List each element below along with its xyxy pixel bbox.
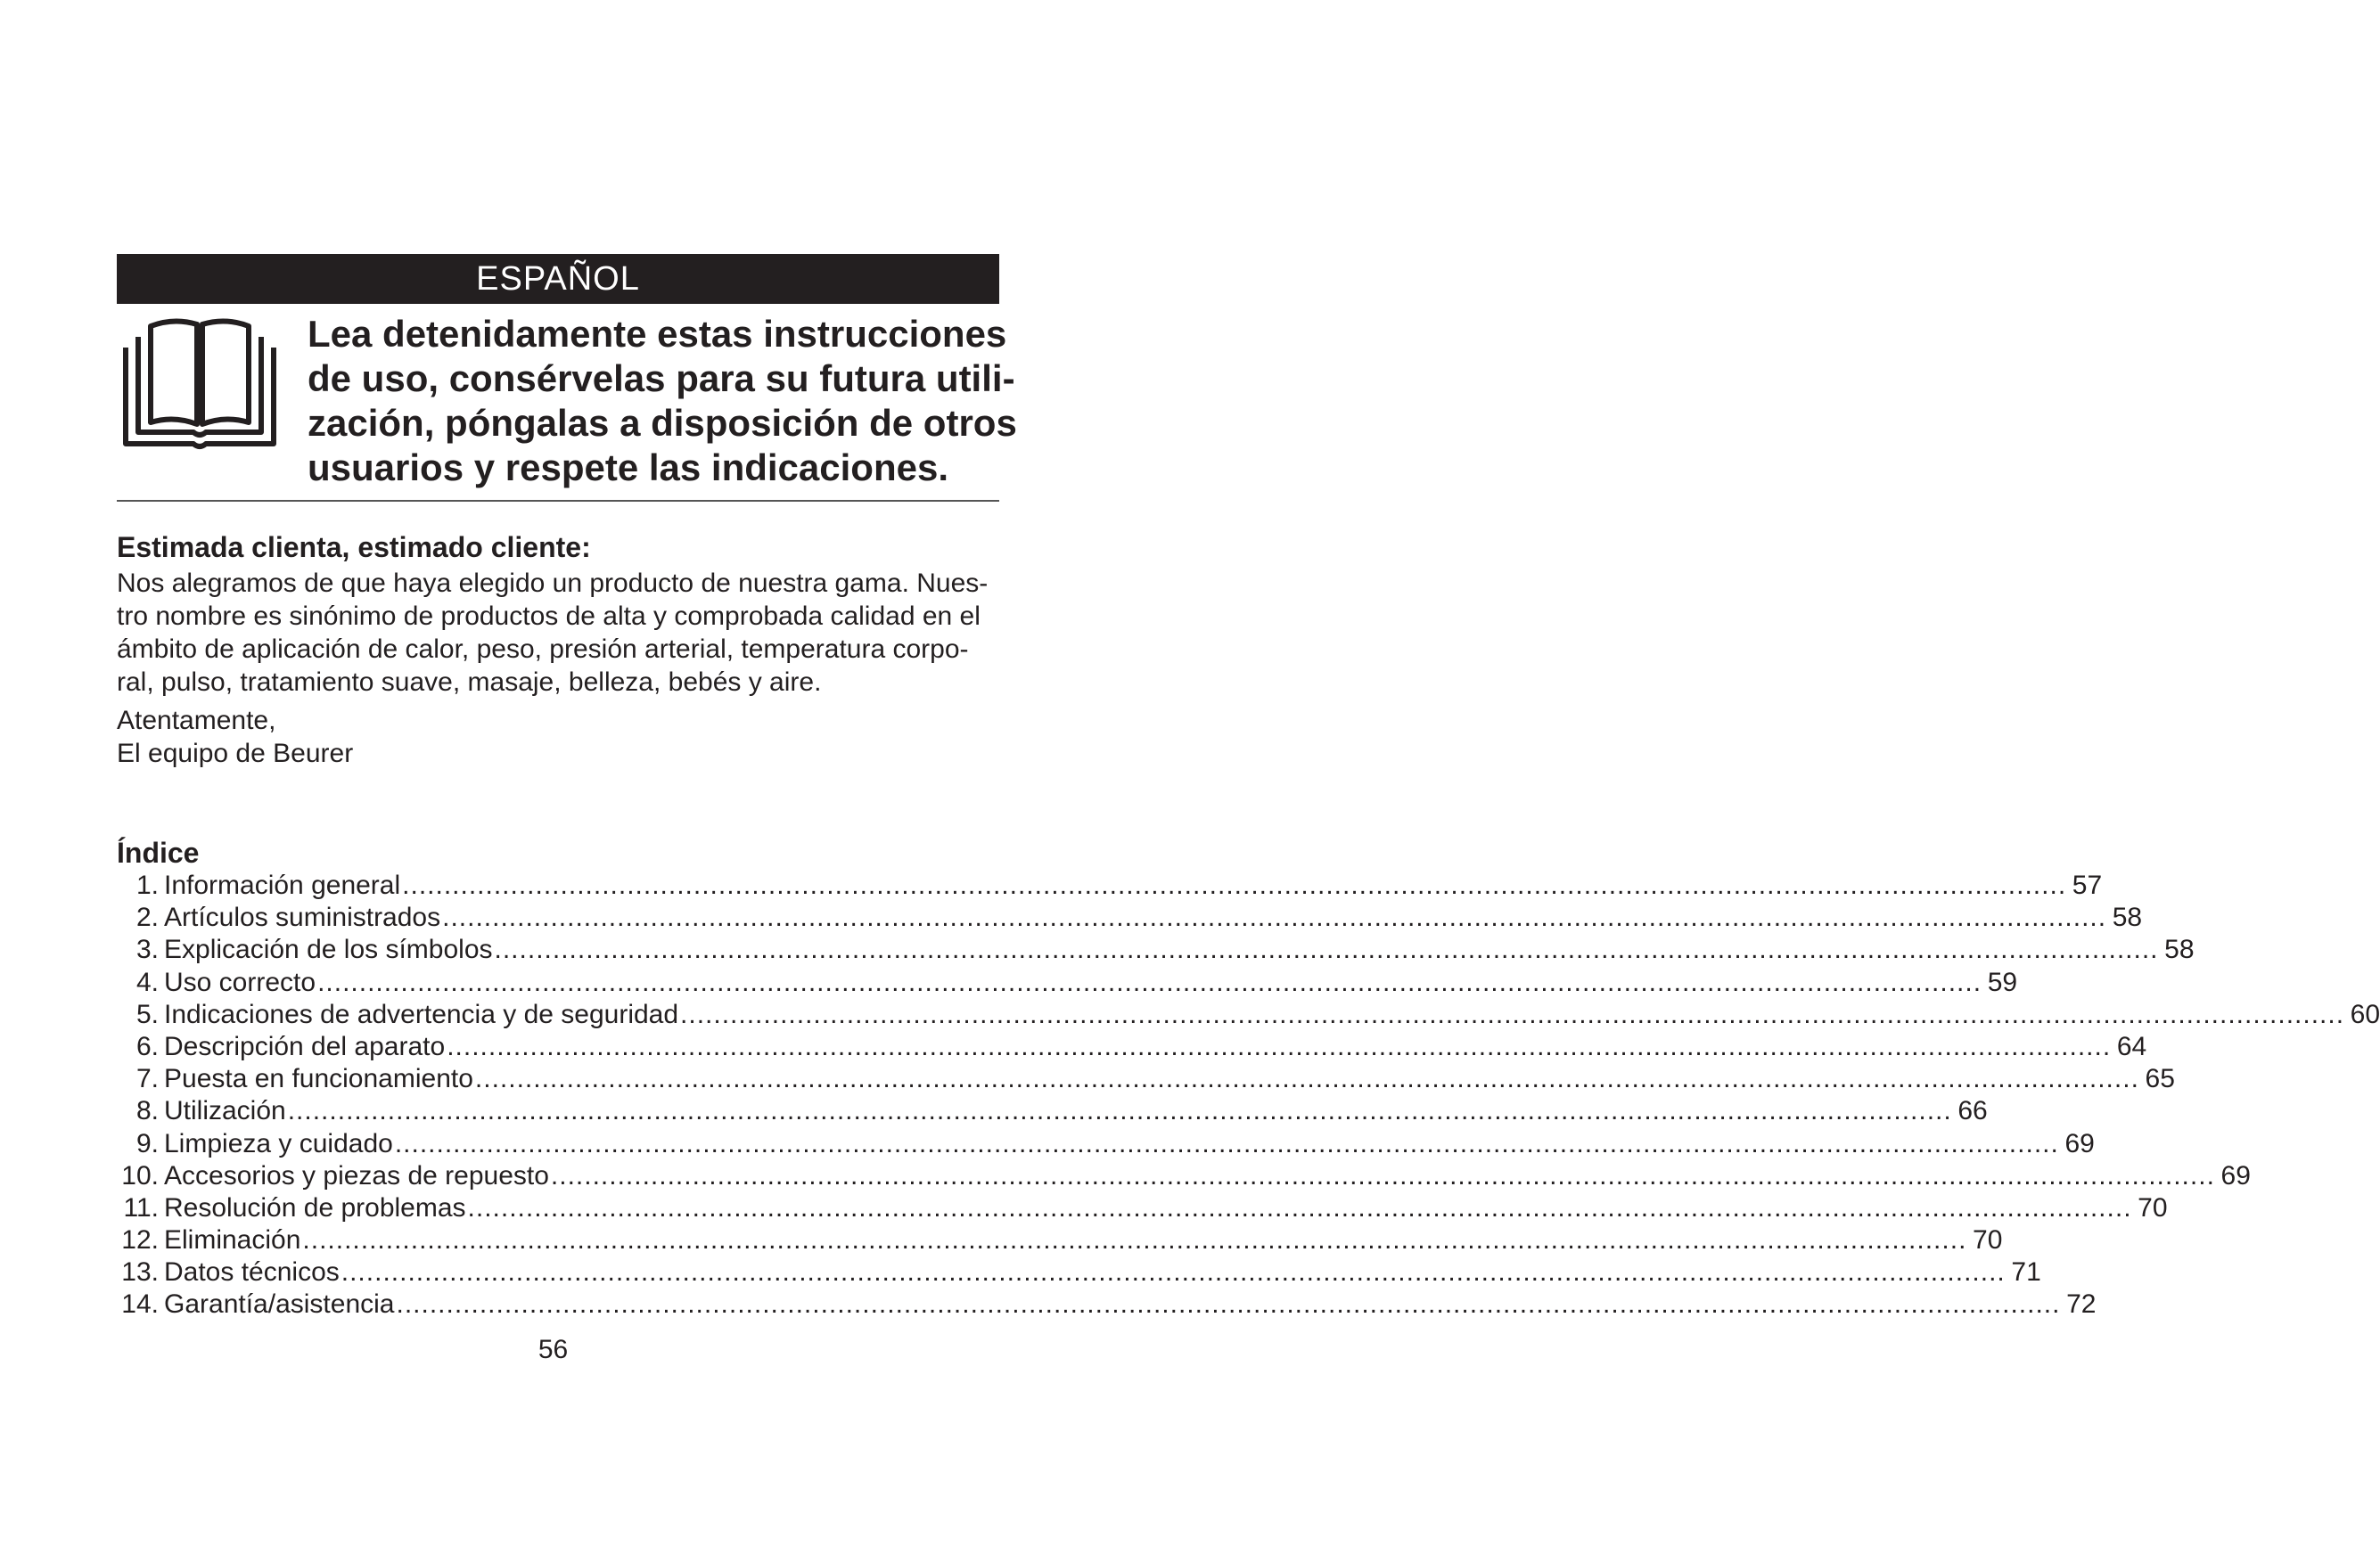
toc-leader-dots: ........................................................................................................................................................................................................: [494, 935, 2159, 965]
toc-leader-dots: ........................................................................................................................................................................................................: [680, 999, 2345, 1029]
toc-leader-dots: ........................................................................................................................................................................................................: [467, 1192, 2132, 1223]
greeting: Estimada clienta, estimado cliente:: [117, 531, 591, 563]
toc-page: 66: [1957, 1096, 1988, 1126]
toc-number: 10.: [121, 1160, 159, 1191]
toc-leader-dots: ........................................................................................................................................................................................................: [317, 967, 1982, 997]
toc-entry: [117, 934, 2195, 966]
toc-number: 11.: [123, 1192, 159, 1223]
toc-entry: [117, 967, 2018, 999]
toc-number: 9.: [135, 1128, 159, 1158]
toc-title: Utilización: [164, 1096, 286, 1126]
toc-number: 5.: [135, 999, 159, 1029]
welcome-text: [117, 567, 988, 699]
toc-entry: [117, 1095, 1988, 1127]
toc-leader-dots: ........................................................................................................................................................................................................: [447, 1031, 2112, 1061]
toc-entry: [117, 1256, 2041, 1289]
signature: El equipo de Beurer: [117, 739, 354, 768]
toc-title: Garantía/asistencia: [164, 1289, 395, 1320]
welcome-line: ral, pulso, tratamiento suave, masaje, belleza, bebés y aire.: [117, 667, 822, 697]
toc-page: 58: [2112, 903, 2143, 933]
toc-leader-dots: ........................................................................................................................................................................................................: [287, 1096, 1952, 1126]
toc-title: Eliminación: [164, 1225, 301, 1256]
index-title: Índice: [117, 837, 200, 869]
toc-page: 58: [2164, 935, 2195, 965]
toc-title: Artículos suministrados: [164, 903, 441, 933]
open-book-icon: [120, 314, 279, 450]
toc-title: Uso correcto: [164, 967, 316, 997]
intro-line: usuarios y respete las indicaciones.: [308, 446, 948, 488]
toc-leader-dots: ........................................................................................................................................................................................................: [302, 1225, 1967, 1256]
toc-page: 69: [2220, 1160, 2251, 1191]
toc-number: 4.: [135, 967, 159, 997]
toc-leader-dots: ........................................................................................................................................................................................................: [341, 1257, 2006, 1288]
toc-page: 69: [2064, 1128, 2095, 1158]
toc-entry: [117, 999, 2380, 1031]
intro-notice: [308, 312, 1017, 490]
toc-entry: [117, 902, 2143, 934]
toc-number: 7.: [135, 1064, 159, 1094]
language-header: [117, 254, 999, 304]
intro-line: de uso, consérvelas para su futura utili-: [308, 357, 1015, 399]
toc-leader-dots: ........................................................................................................................................................................................................: [402, 871, 2067, 900]
intro-line: zación, póngalas a disposición de otros: [308, 402, 1017, 444]
toc-page: 64: [2116, 1031, 2147, 1061]
toc-title: Resolución de problemas: [164, 1192, 466, 1223]
welcome-line: ámbito de aplicación de calor, peso, presión arterial, temperatura corpo-: [117, 634, 969, 664]
toc-page: 57: [2072, 871, 2103, 900]
toc-title: Datos técnicos: [164, 1257, 340, 1288]
toc-number: 14.: [121, 1289, 159, 1320]
toc-entry: [117, 1224, 2003, 1256]
toc-number: 3.: [135, 935, 159, 965]
toc-entry: [117, 1031, 2147, 1063]
toc-title: Descripción del aparato: [164, 1031, 446, 1061]
toc-entry: [117, 870, 2103, 902]
toc-number: 6.: [135, 1031, 159, 1061]
toc-entry: [117, 1289, 2097, 1321]
toc-title: Limpieza y cuidado: [164, 1128, 393, 1158]
sign-off: [117, 704, 353, 770]
toc-page: 70: [2138, 1192, 2168, 1223]
toc-number: 8.: [135, 1096, 159, 1126]
page-number: 56: [538, 1335, 569, 1364]
toc-page: 71: [2011, 1257, 2041, 1288]
toc-number: 1.: [135, 871, 159, 900]
toc-entry: [117, 1063, 2175, 1095]
toc-title: Puesta en funcionamiento: [164, 1064, 473, 1094]
toc-title: Accesorios y piezas de repuesto: [164, 1160, 549, 1191]
toc-page: 70: [1973, 1225, 2003, 1256]
toc-title: Información general: [164, 871, 401, 900]
intro-line: Lea detenidamente estas instrucciones: [308, 313, 1007, 355]
toc-entry: [117, 1128, 2095, 1160]
toc-page: 72: [2066, 1289, 2097, 1320]
toc-entry: [117, 1192, 2168, 1224]
welcome-line: tro nombre es sinónimo de productos de alta y comprobada calidad en el: [117, 601, 981, 631]
language-label: ESPAÑOL: [476, 259, 640, 298]
toc-leader-dots: ........................................................................................................................................................................................................: [474, 1064, 2139, 1094]
toc-leader-dots: ........................................................................................................................................................................................................: [394, 1128, 2059, 1158]
toc-leader-dots: ........................................................................................................................................................................................................: [442, 903, 2107, 933]
toc-page: 59: [1987, 967, 2018, 997]
closing: Atentamente,: [117, 706, 276, 735]
welcome-line: Nos alegramos de que haya elegido un producto de nuestra gama. Nues-: [117, 569, 989, 598]
toc-title: Indicaciones de advertencia y de seguridad: [164, 999, 679, 1029]
toc-title: Explicación de los símbolos: [164, 935, 493, 965]
toc-number: 12.: [121, 1225, 159, 1256]
toc-entry: [117, 1160, 2251, 1192]
toc-leader-dots: ........................................................................................................................................................................................................: [396, 1289, 2061, 1320]
divider: [117, 500, 999, 502]
toc-leader-dots: ........................................................................................................................................................................................................: [550, 1160, 2215, 1191]
toc-page: 65: [2145, 1064, 2175, 1094]
toc-page: 60: [2350, 999, 2380, 1029]
toc-number: 13.: [121, 1257, 159, 1288]
table-of-contents: [117, 870, 2380, 1322]
toc-number: 2.: [135, 903, 159, 933]
